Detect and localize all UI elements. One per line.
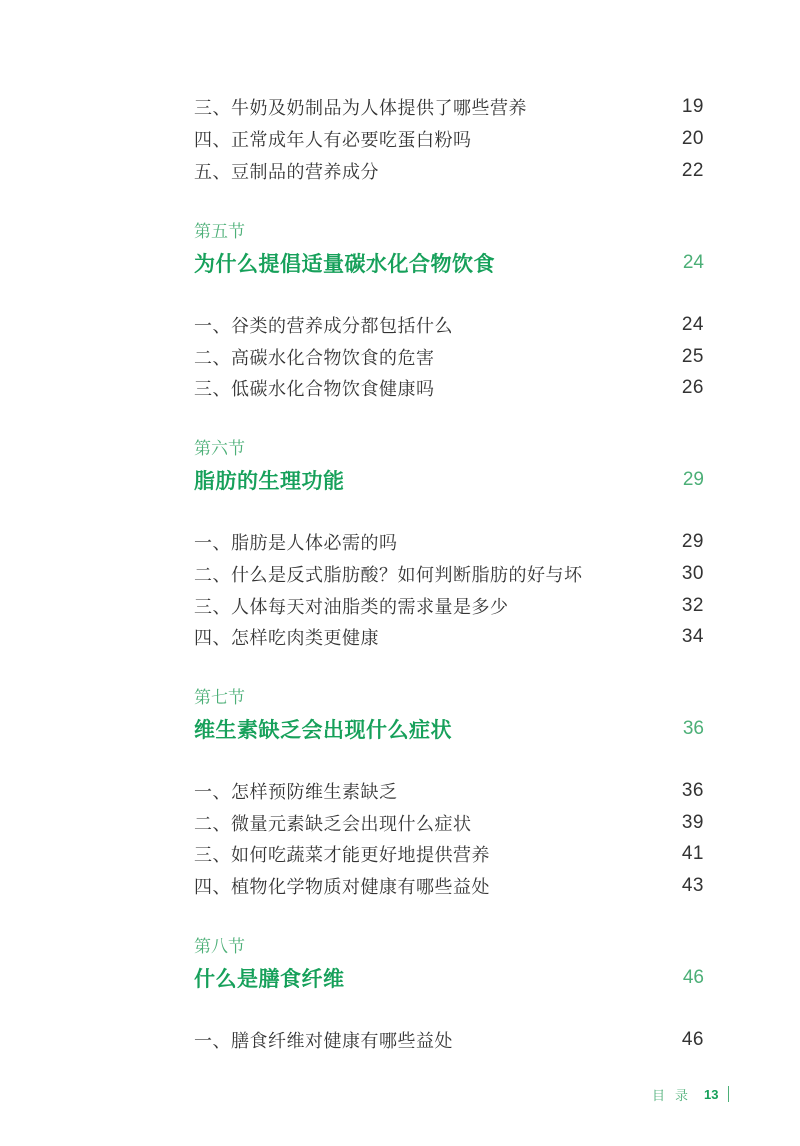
section-page: 24 [682, 252, 704, 273]
toc-entry[interactable] [194, 809, 704, 837]
toc-entry-page: 34 [681, 626, 704, 647]
toc-entry-title: 一、怎样预防维生素缺乏 [194, 782, 398, 803]
section-page: 46 [682, 967, 704, 988]
section-title: 维生素缺乏会出现什么症状 [194, 718, 452, 742]
toc-entry-page: 30 [681, 563, 704, 584]
toc-entry-page: 43 [681, 875, 704, 896]
section-heading[interactable] [194, 247, 704, 279]
toc-entry-title: 一、膳食纤维对健康有哪些益处 [194, 1031, 453, 1052]
toc-entry-page: 32 [681, 595, 704, 616]
toc-entry-title: 一、脂肪是人体必需的吗 [194, 533, 398, 554]
toc-entry-page: 19 [681, 96, 704, 117]
toc-entry[interactable] [194, 592, 704, 620]
section-label: 第八节 [194, 937, 245, 957]
section-title: 脂肪的生理功能 [194, 469, 345, 493]
toc-entry-page: 26 [681, 377, 704, 398]
toc-entry-title: 三、牛奶及奶制品为人体提供了哪些营养 [194, 98, 527, 119]
toc-entry-page: 46 [681, 1029, 704, 1050]
toc-entry-title: 三、如何吃蔬菜才能更好地提供营养 [194, 845, 490, 866]
section-label: 第七节 [194, 688, 245, 708]
section-label: 第五节 [194, 222, 245, 242]
toc-entry-page: 24 [681, 314, 704, 335]
toc-entry-title: 三、人体每天对油脂类的需求量是多少 [194, 597, 509, 618]
toc-entry-title: 三、低碳水化合物饮食健康吗 [194, 379, 435, 400]
toc-entry-title: 二、什么是反式脂肪酸？如何判断脂肪的好与坏 [194, 565, 583, 586]
toc-entry[interactable] [194, 777, 704, 805]
toc-entry[interactable] [194, 125, 704, 153]
page-footer [652, 1082, 729, 1106]
section-title: 为什么提倡适量碳水化合物饮食 [194, 252, 495, 276]
footer-divider [728, 1086, 729, 1102]
section-title: 什么是膳食纤维 [194, 967, 345, 991]
toc-entry[interactable] [194, 374, 704, 402]
toc-entry[interactable] [194, 343, 704, 371]
toc-entry-page: 39 [681, 812, 704, 833]
section-page: 36 [682, 718, 704, 739]
toc-entry-page: 25 [681, 346, 704, 367]
toc-entry-title: 二、高碳水化合物饮食的危害 [194, 348, 435, 369]
toc-entry-title: 五、豆制品的营养成分 [194, 162, 379, 183]
toc-entry[interactable] [194, 872, 704, 900]
toc-entry-title: 四、正常成年人有必要吃蛋白粉吗 [194, 130, 472, 151]
toc-entry-title: 四、怎样吃肉类更健康 [194, 628, 379, 649]
toc-entry[interactable] [194, 528, 704, 556]
toc-entry-page: 20 [681, 128, 704, 149]
toc-entry[interactable] [194, 840, 704, 868]
toc-entry-title: 二、微量元素缺乏会出现什么症状 [194, 814, 472, 835]
section-heading[interactable] [194, 464, 704, 496]
page-number: 13 [704, 1086, 719, 1102]
toc-entry-page: 22 [681, 160, 704, 181]
toc-entry[interactable] [194, 560, 704, 588]
toc-entry[interactable] [194, 1026, 704, 1054]
toc-entry[interactable] [194, 311, 704, 339]
toc-entry-page: 29 [681, 531, 704, 552]
section-heading[interactable] [194, 713, 704, 745]
toc-entry-title: 一、谷类的营养成分都包括什么 [194, 316, 453, 337]
toc-entry-title: 四、植物化学物质对健康有哪些益处 [194, 877, 490, 898]
toc-entry[interactable] [194, 93, 704, 121]
section-page: 29 [682, 469, 704, 490]
section-label: 第六节 [194, 439, 245, 459]
toc-entry-page: 36 [681, 780, 704, 801]
toc-entry[interactable] [194, 157, 704, 185]
toc-entry[interactable] [194, 623, 704, 651]
section-heading[interactable] [194, 962, 704, 994]
toc-entry-page: 41 [681, 843, 704, 864]
footer-label: 目录 [652, 1088, 699, 1104]
